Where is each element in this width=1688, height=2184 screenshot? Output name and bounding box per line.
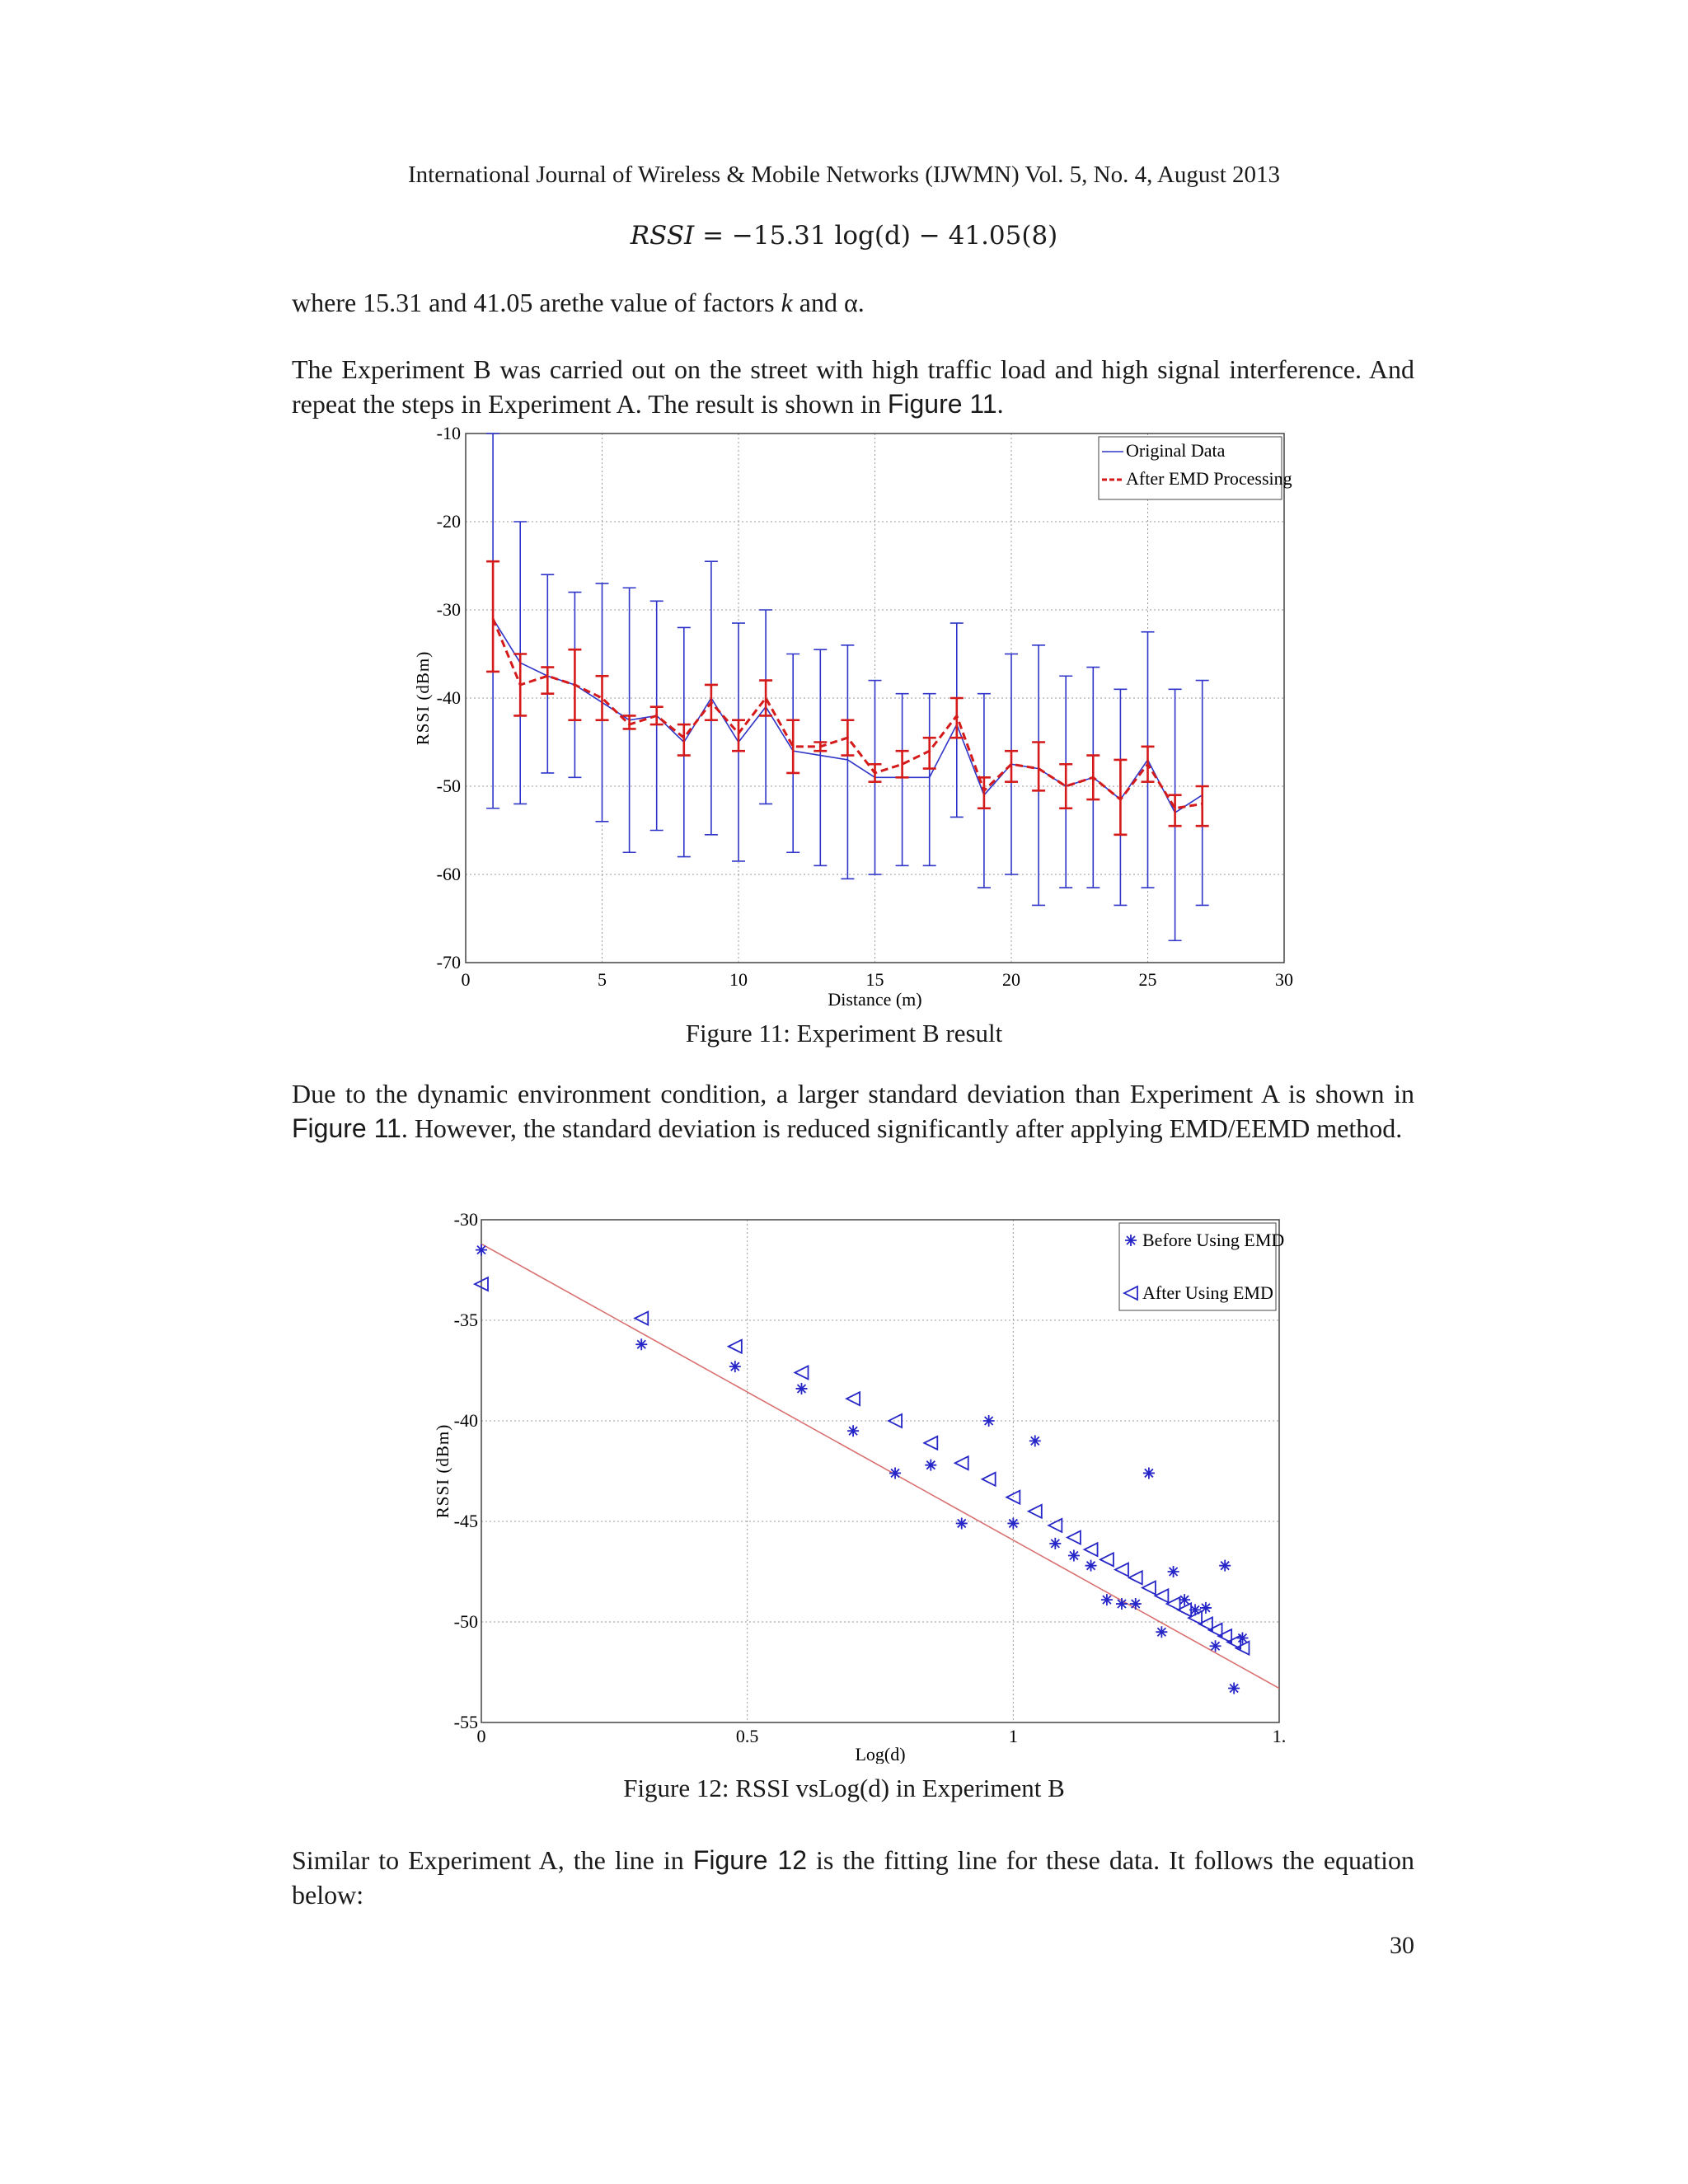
x-axis-label: Log(d) [855,1744,906,1764]
legend-label: Before Using EMD [1142,1230,1285,1250]
point-before-emd [925,1460,936,1471]
page-number: 30 [1390,1932,1414,1959]
x-tick-label: 10 [729,969,748,990]
equation-rhs: = −15.31 log(d) − 41.05(8) [702,221,1058,251]
point-before-emd [1168,1566,1179,1577]
point-before-emd [476,1244,487,1256]
point-before-emd [1049,1538,1061,1549]
y-axis-label: RSSI (dBm) [433,1423,452,1519]
paragraph-deviation [292,1076,1414,1146]
point-before-emd [1156,1626,1167,1638]
para4-text2: is the fitting line for these data. It follows the equation below: [292,1845,1415,1910]
y-tick-label: -30 [436,599,461,620]
x-tick-label: 15 [865,969,884,990]
y-tick-label: -50 [453,1611,478,1632]
legend-label: After EMD Processing [1126,468,1292,489]
point-before-emd [1210,1640,1221,1652]
point-before-emd [1143,1467,1155,1479]
point-before-emd [847,1425,859,1436]
para1-end: and α. [792,288,865,317]
para3-text1: Due to the dynamic environment condition, a larger standard deviation than Experiment A is shown in [292,1079,1414,1108]
point-after-emd [795,1366,808,1379]
point-after-emd [955,1456,968,1469]
y-tick-label: -40 [436,687,461,708]
x-tick-label: 0 [476,1726,486,1746]
point-before-emd [1116,1598,1128,1610]
point-before-emd [635,1338,647,1350]
point-after-emd [1115,1563,1128,1577]
journal-header: International Journal of Wireless & Mobile Networks (IJWMN) Vol. 5, No. 4, August 2013 [407,162,1281,188]
y-tick-label: -60 [436,864,461,884]
point-after-emd [1142,1582,1156,1595]
legend-label: Original Data [1126,440,1226,461]
figure-11-reference-2[interactable]: Figure 11 [292,1113,401,1143]
point-after-emd [1100,1553,1114,1566]
point-after-emd [846,1392,860,1405]
point-before-emd [956,1517,968,1529]
point-before-emd [1085,1560,1097,1572]
y-tick-label: -10 [436,423,461,443]
para3-text2: . However, the standard deviation is reduced significantly after applying EMD/EEMD method. [401,1113,1403,1143]
x-tick-label: 30 [1275,969,1293,990]
point-after-emd [635,1312,648,1325]
point-before-emd [795,1383,807,1394]
point-after-emd [1067,1531,1081,1544]
paragraph-factors [292,285,1414,320]
para1-text: where 15.31 and 41.05 arethe value of factors [292,288,781,317]
paragraph-fitting-line [292,1843,1414,1912]
figure-12-chart [412,1203,1302,1764]
equation-rssi [0,221,1688,251]
point-before-emd [889,1467,901,1479]
point-after-emd [1029,1505,1042,1518]
point-before-emd [729,1361,741,1372]
point-before-emd [983,1415,995,1427]
y-tick-label: -35 [453,1310,478,1330]
y-axis-label: RSSI (dBm) [413,650,433,746]
figure-11-reference[interactable]: Figure 11 [887,389,997,419]
y-tick-label: -30 [453,1209,478,1230]
figure-11-chart [396,420,1311,1014]
point-before-emd [1219,1560,1231,1572]
y-tick-label: -40 [453,1410,478,1431]
x-tick-label: 20 [1002,969,1020,990]
point-before-emd [1130,1598,1142,1610]
point-before-emd [1029,1435,1041,1446]
y-tick-label: -45 [453,1511,478,1531]
x-tick-label: 1 [1008,1726,1018,1746]
point-after-emd [924,1436,937,1450]
x-tick-label: 0.5 [735,1726,759,1746]
x-tick-label: 25 [1138,969,1157,990]
point-after-emd [1155,1589,1168,1602]
point-after-emd [1048,1519,1062,1532]
y-tick-label: -20 [436,511,461,532]
para2-end: . [996,389,1004,419]
para4-text1: Similar to Experiment A, the line in [292,1845,693,1875]
point-before-emd [1007,1517,1019,1529]
factor-k: k [781,288,793,317]
para2-text: The Experiment B was carried out on the street with high traffic load and high signal interference. And repeat the steps in Experiment A. The result is shown in [292,354,1414,419]
point-before-emd [1228,1683,1240,1694]
figure-12-caption: Figure 12: RSSI vsLog(d) in Experiment B [623,1774,1065,1802]
figure-11-caption: Figure 11: Experiment B result [685,1019,1003,1047]
point-before-emd [1101,1594,1113,1605]
y-tick-label: -70 [436,952,461,972]
point-after-emd [729,1340,742,1353]
y-tick-label: -50 [436,776,461,796]
point-after-emd [1085,1543,1098,1556]
x-axis-label: Distance (m) [828,989,922,1010]
point-before-emd [1068,1549,1080,1561]
paragraph-experiment-b [292,352,1414,421]
legend-label: After Using EMD [1142,1282,1273,1303]
equation-lhs: RSSI [630,221,695,251]
legend-marker-asterisk [1125,1235,1137,1246]
y-tick-label: -55 [453,1712,478,1732]
point-after-emd [982,1473,996,1486]
figure-12-reference[interactable]: Figure 12 [692,1845,808,1875]
x-tick-label: 0 [461,969,471,990]
point-after-emd [1129,1571,1142,1584]
x-tick-label: 1. [1272,1726,1287,1746]
x-tick-label: 5 [598,969,607,990]
